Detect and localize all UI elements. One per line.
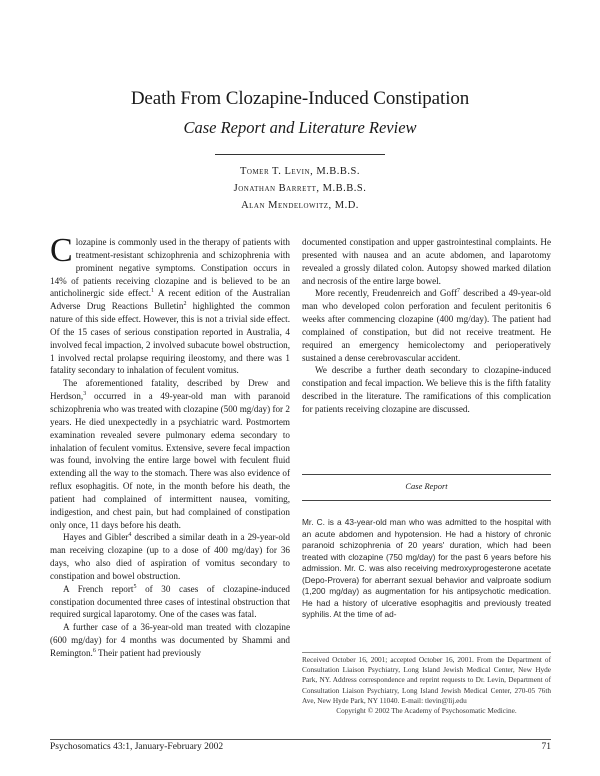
article-title: Death From Clozapine-Induced Constipation	[130, 88, 470, 109]
left-column	[50, 232, 291, 660]
intro-paragraph-3: Hayes and Gibler$^4$ described a similar death in a 29-year-old man receiving clozapine (up to a dose of 400 mg/day) for 36 days, who also died of aspiration of vomitus secondary to constipation and bowel obstruction.	[50, 532, 290, 581]
intro-paragraph-6: More recently, Freudenreich and Goff$^7$ described a 49-year-old man who developed colon perforation and feculent peritonitis 6 weeks after commencing clozapine (400 mg/day). The patient had complained of constipation, but did not receive treatment. He required an emergency hemicolectomy and perioperatively sustained a dense cerebrovascular accident.	[302, 288, 551, 363]
journal-citation: Psychosomatics 43:1, January-February 2002	[50, 742, 224, 752]
section-rule-top	[302, 474, 551, 475]
intro-paragraph-2: The aforementioned fatality, described by Drew and Herdson,$^3$ occurred in a 49-year-old man with paranoid schizophrenia who was treated with clozapine (500 mg/day) for 2 years. He died unexpectedly in a psychiatric ward. Postmortem examination revealed severe pulmonary edema secondary to inhalation of feculent vomitus. Extensive, severe fecal impaction was found, involving the entire large bowel with feculent fluid extending all the way to the stomach. There was also evidence of reflux esophagitis. Of note, in the month before his death, the patient had complained of intermittent nausea, vomiting, indigestion, and chest pain, but had complained of constipation only once, 11 days before his death.	[50, 378, 290, 530]
section-heading-case-report: Case Report	[405, 481, 448, 491]
case-report-text: Mr. C. is a 43-year-old man who was admitted to the hospital with an acute abdomen and hypotension. He had a history of chronic paranoid schizophrenia of 20 years' duration, which had been treated with clozapine (750 mg/day) for the past 6 years before his admission. Mr. C. was also receiving medroxyprogesterone acetate (Depo-Provera) for aberrant sexual behavior and valproate sodium (1,200 mg/day) as augmentation for his antipsychotic medication. He had a history of ulcerative esophagitis and previously treated syphilis. At the time of ad-	[302, 517, 551, 620]
footnote-received: Received October 16, 2001; accepted October 16, 2001. From the Department of Consultation Liaison Psychiatry, Long Island Jewish Medical Center, New Hyde Park, NY. Address correspondence and reprint requests to Dr. Levin, Department of Consultation Liaison Psychiatry, Long Island Jewish Medical Center, 270-05 76th Ave, New Hyde Park, NY 11040. E-mail: tlevin@lij.edu	[302, 655, 551, 705]
author-levin: Tomer T. Levin, M.B.B.S.	[239, 166, 361, 177]
intro-paragraph-4: A French report$^5$ of 30 cases of clozapine-induced constipation documented three cases of intestinal obstruction that required surgical laparotomy. One of the cases was fatal.	[50, 583, 290, 620]
section-rule-bottom	[302, 500, 551, 501]
right-column-top	[302, 236, 551, 416]
intro-paragraph-7: We describe a further death secondary to clozapine-induced constipation and fecal impaction. We believe this is the fifth fatality described in the literature. The ramifications of this complication for patients receiving clozapine are discussed.	[302, 365, 551, 414]
title-divider	[215, 154, 385, 155]
article-subtitle: Case Report and Literature Review	[183, 118, 417, 137]
footnote-copyright: Copyright © 2002 The Academy of Psychosomatic Medicine.	[336, 706, 517, 716]
footnote	[302, 655, 551, 716]
intro-paragraph-1: Clozapine is commonly used in the therapy of patients with treatment-resistant schizophrenia and schizophrenia with prominent negative symptoms. Constipation occurs in 14% of patients receiving clozapine and is believed to be an anticholinergic side effect.$^1$ A recent edition of the Australian Adverse Drug Reactions Bulletin$^2$ highlighted the common nature of this side effect. However, this is not a trivial side effect. Of the 15 cases of serious constipation reported in Australia, 4 involved fecal impaction, 2 involved subacute bowel obstruction, 1 involved rectal prolapse requiring ileostomy, and there was 1 fatality secondary to inhalation of feculent vomitus.	[50, 232, 291, 376]
continued-text: Their patient had previously	[95, 648, 202, 658]
page-number: 71	[541, 742, 551, 752]
intro-paragraph-5-start: A further case of a 36-year-old man treated with clozapine (600 mg/day) for 4 months was documented by Shammi and Remington.$^6$ Their patient had previously	[50, 622, 290, 658]
footer-rule	[50, 739, 551, 740]
author-barrett: Jonathan Barrett, M.B.B.S.	[233, 183, 367, 194]
intro-paragraph-5-end: documented constipation and upper gastrointestinal complaints. He presented with nausea and an acute abdomen, and laparotomy revealed a grossly dilated colon. Autopsy showed marked dilation and necrosis of the entire large bowel.	[302, 237, 551, 286]
drop-cap: C	[50, 232, 73, 269]
footnote-rule	[302, 652, 551, 653]
author-mendelowitz: Alan Mendelowitz, M.D.	[241, 200, 359, 211]
